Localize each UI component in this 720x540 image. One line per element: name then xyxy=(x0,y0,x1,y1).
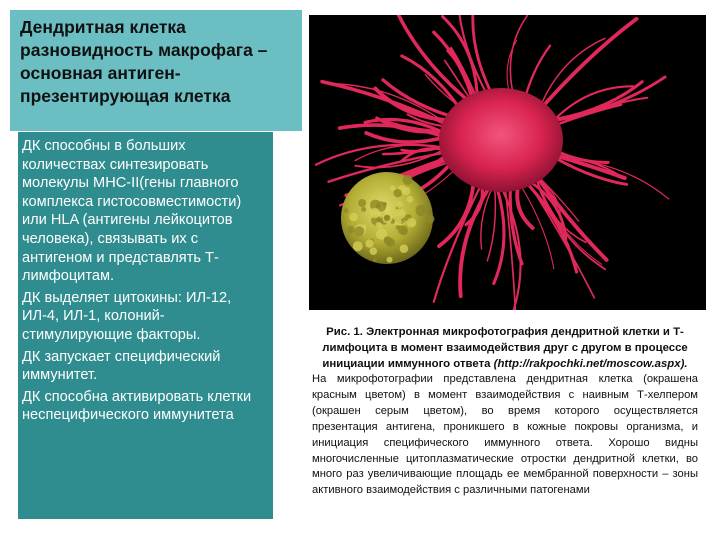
t-lymphocyte-microvillus xyxy=(394,189,402,197)
t-lymphocyte-microvillus xyxy=(400,244,409,253)
micrograph-image xyxy=(309,15,706,310)
t-lymphocyte-microvillus xyxy=(358,199,366,207)
t-lymphocyte-microvillus xyxy=(365,239,373,247)
caption-body: На микрофотографии представлена дендритная клетка (окрашена красным цветом) в момент взаимодействия с наивным Т-хелпером (окрашен серым цветом), во время которого осуществляется презентация антигена, проникшего в кожные покровы организма, и инициация специфического иммунного ответа. Хорошо видны многочисленные цитоплазматические отростки дендритной клетки, во много раз увеличивающие площадь ее мембранной поверхности – зоны активного взаимодействия с различными патогенами xyxy=(312,373,698,497)
t-lymphocyte-microvillus xyxy=(402,187,411,196)
micrograph-svg xyxy=(309,15,706,310)
t-lymphocyte-microvillus xyxy=(396,201,403,208)
paragraph-specific-immunity: ДК запускает специфический иммунитет. xyxy=(22,348,221,384)
t-lymphocyte-microvillus xyxy=(375,222,381,228)
t-lymphocyte-microvillus xyxy=(349,213,358,222)
t-lymphocyte-microvillus xyxy=(370,247,378,255)
title-box xyxy=(10,10,302,131)
t-lymphocyte-microvillus xyxy=(390,185,396,191)
t-lymphocyte-microvillus xyxy=(398,225,408,235)
t-lymphocyte-microvillus xyxy=(370,208,380,218)
caption-title xyxy=(312,324,698,372)
t-lymphocyte-microvillus xyxy=(426,215,435,224)
t-lymphocyte-microvillus xyxy=(403,175,413,185)
t-lymphocyte-microvillus xyxy=(407,218,417,228)
t-lymphocyte-microvillus xyxy=(423,207,429,213)
slide-title: Дендритная клетка разновидность макрофага – основная антиген-презентирующая клетка xyxy=(20,17,268,106)
paragraph-mhc: ДК способны в больших количествах синтезировать молекулы МНС-II(гены главного комплекса гистосовместимости) или HLA (антигены лейкоцитов человека), связывать их с антигеном и представлять Т-лимфоцитам. xyxy=(22,138,242,285)
figure-caption xyxy=(312,324,698,499)
t-lymphocyte-microvillus xyxy=(384,237,389,242)
t-lymphocyte-microvillus xyxy=(347,226,355,234)
t-lymphocyte-microvillus xyxy=(384,215,391,222)
t-lymphocyte-microvillus xyxy=(407,196,414,203)
t-lymphocyte-microvillus xyxy=(353,241,363,251)
paragraph-nonspecific-immunity: ДК способна активировать клетки неспецифического иммунитета xyxy=(22,388,252,424)
caption-ref-link: (http://rakpochki.net/moscow.aspx). xyxy=(493,358,688,370)
t-lymphocyte-microvillus xyxy=(344,208,349,213)
body-text-box xyxy=(18,132,273,519)
t-lymphocyte-microvillus xyxy=(394,208,405,219)
caption-title-text: Рис. 1. Электронная микрофотография дендритной клетки и Т-лимфоцита в момент взаимодействия друг с другом в процессе инициации иммунного ответа xyxy=(322,326,688,370)
t-lymphocyte-microvillus xyxy=(354,226,364,236)
dendritic-cell-body xyxy=(439,88,563,192)
t-lymphocyte-microvillus xyxy=(361,207,366,212)
paragraph-cytokines: ДК выделяет цитокины: ИЛ-12, ИЛ-4, ИЛ-1, колоний-стимулирующие факторы. xyxy=(22,289,232,343)
t-lymphocyte-microvillus xyxy=(373,258,377,262)
t-lymphocyte-microvillus xyxy=(387,257,393,263)
